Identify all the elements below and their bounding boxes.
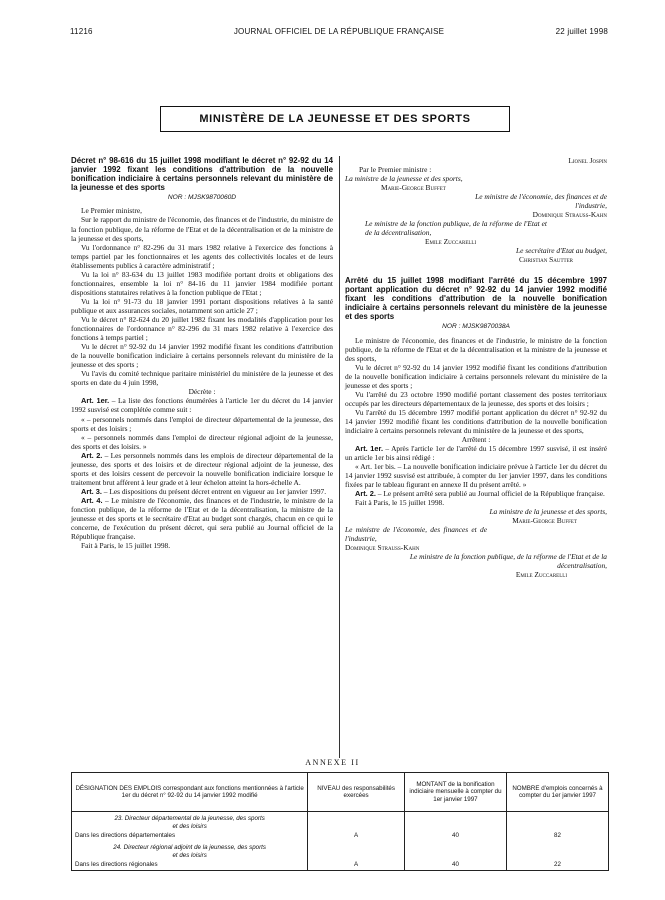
decree-paragraph: Vu l'ordonnance n° 82-296 du 31 mars 1982 relative à l'exercice des fonctions à temps partiel par les fonctionnaires et les agents des collectivités locales et de leurs établissements publics à caractère administratif ;	[71, 242, 333, 270]
signature-role: Le ministre de la fonction publique, de la réforme de l'Etat et de la décentralisation,	[365, 219, 547, 237]
column-header: NIVEAU des responsabilités exercées	[308, 773, 405, 812]
column-header: NOMBRE d'emplois concernés à compter du 1er janvier 1997	[506, 773, 608, 812]
row-niveau: A	[308, 860, 405, 871]
decree-column	[71, 156, 333, 550]
decree-article-3	[71, 487, 333, 496]
row-nombre: 82	[506, 831, 608, 841]
table-row	[72, 841, 609, 860]
column-divider	[339, 156, 340, 758]
row-designation: Dans les directions régionales	[72, 860, 308, 871]
decree-done-at: Fait à Paris, le 15 juillet 1998.	[81, 541, 171, 551]
arrete-paragraph: Vu l'arrêté du 23 octobre 1990 modifié portant classement des postes territoriaux occupés par les directeurs départementaux de la jeunesse, des sports et des loisirs ;	[345, 389, 607, 408]
article-list-item: « – personnels nommés dans l'emploi de directeur régional adjoint de la jeunesse, des sports et des loisirs. »	[71, 432, 333, 451]
arrete-article-1	[345, 444, 607, 462]
article-label: Art. 3.	[81, 486, 102, 496]
article-label: Art. 1er.	[355, 444, 384, 454]
column-header: DÉSIGNATION DES EMPLOIS correspondant aux fonctions mentionnées à l'article 1er du décret n° 92-92 du 14 janvier 1992 modifié	[72, 773, 308, 812]
row-designation: Dans les directions départementales	[72, 831, 308, 841]
article-label: Art. 2.	[355, 489, 376, 499]
signature-role: Le ministre de la fonction publique, de la réforme de l'Etat et de la décentralisation,	[409, 552, 607, 571]
row-nombre	[506, 841, 608, 860]
article-text: – Les personnels nommés dans les emplois de directeur départemental de la jeunesse, des sports et des loisirs et de directeur régional adjoint de la jeunesse, des sports et des loisirs cessent de percevoir la nouvelle bonification indiciaire lorsque le traitement brut afférent à leur grade et à leur échelon atteint la hors-échelle A.	[71, 450, 333, 487]
row-niveau	[308, 812, 405, 832]
row-montant	[404, 812, 506, 832]
signature-role: Le secrétaire d'Etat au budget,	[515, 246, 607, 255]
article-label: Art. 1er.	[81, 396, 110, 406]
page-number: 11216	[70, 27, 93, 36]
row-designation: 24. Directeur régional adjoint de la jeunesse, des sports et des loisirs	[72, 841, 308, 860]
table-row	[72, 812, 609, 832]
decree-paragraph: Sur le rapport du ministre de l'économie, des finances et de l'industrie, du ministre de la fonction publique, de la réforme de l'Etat et de la décentralisation et de la ministre de la jeunesse et des sports,	[71, 215, 333, 243]
signature-name: Dominique Strauss-Kahn	[345, 543, 420, 553]
signature-name: Dominique Strauss-Kahn	[532, 210, 607, 219]
row-niveau: A	[308, 831, 405, 841]
arrete-signatures	[345, 507, 607, 579]
signature-role: Le ministre de l'économie, des finances et de l'industrie,	[475, 192, 607, 210]
spacer	[345, 264, 607, 276]
decree-title: Décret n° 98-616 du 15 juillet 1998 modifiant le décret n° 92-92 du 14 janvier 1992 fixant les conditions d'attribution de la nouvelle bonification indiciaire à certains personnels relevant du ministère de la jeunesse et des sports	[71, 156, 333, 193]
article-text: – Les dispositions du présent décret entrent en vigueur au 1er janvier 1997.	[101, 486, 327, 496]
row-nombre: 22	[506, 860, 608, 871]
column-header: MONTANT de la bonification indiciaire mensuelle à compter du 1er janvier 1997	[404, 773, 506, 812]
table-header-row	[72, 773, 609, 812]
arretent-label: Arrêtent :	[461, 435, 491, 445]
article-label: Art. 4.	[81, 495, 103, 505]
decree-paragraph: Le Premier ministre,	[81, 206, 142, 216]
decree-nor: NOR : MJSK9870060D	[167, 194, 237, 202]
signature-name: Emile Zuccarelli	[515, 570, 567, 580]
signature-role: Le ministre de l'économie, des finances et de l'industrie,	[345, 525, 487, 544]
arrete-article-quote: « Art. 1er bis. – La nouvelle bonification indiciaire prévue à l'article 1er du décret du 14 janvier 1992 susvisé est attribuée, à compter du 1er janvier 1997, dans les conditions fixées par le tableau figurant en annexe II du présent arrêté. »	[345, 462, 607, 490]
signature-name: Marie-George Buffet	[512, 516, 577, 526]
row-nombre	[506, 812, 608, 832]
arrete-done-at: Fait à Paris, le 15 juillet 1998.	[355, 498, 445, 508]
decree-article-4	[71, 496, 333, 541]
article-text: – Après l'article 1er de l'arrêté du 15 décembre 1997 susvisé, il est inséré un article 1er bis ainsi rédigé :	[345, 444, 607, 463]
decree-signatures	[345, 156, 607, 264]
issue-date: 22 juillet 1998	[555, 27, 608, 36]
annex-title: ANNEXE II	[305, 758, 360, 767]
signature-name: Emile Zuccarelli	[425, 237, 477, 246]
decree-paragraph: Vu la loi n° 83-634 du 13 juillet 1983 modifiée portant droits et obligations des fonctionnaires, ensemble la loi n° 84-16 du 11 janvier 1984 modifiée portant dispositions statutaires relatives à la fonction publique de l'Etat ;	[71, 269, 333, 297]
signature-role: Par le Premier ministre :	[359, 165, 432, 174]
arrete-article-2	[345, 489, 607, 498]
row-montant: 40	[404, 831, 506, 841]
row-montant: 40	[404, 860, 506, 871]
article-text: – Le présent arrêté sera publié au Journal officiel de la République française.	[375, 489, 605, 499]
arrete-paragraph: Vu l'arrêté du 15 décembre 1997 modifié portant application du décret n° 92-92 du 14 janvier 1992 modifié fixant les conditions d'attribution de la nouvelle bonification indiciaire à certains personnels relevant du ministère de la jeunesse et des sports,	[345, 407, 607, 435]
decree-paragraph: Vu l'avis du comité technique paritaire ministériel du ministère de la jeunesse et des sports en date du 4 juin 1998,	[71, 369, 333, 388]
article-text: – Le ministre de l'économie, des finances et de l'industrie, le ministre de la fonction publique, de la réforme de l'Etat et de la décentralisation, la ministre de la jeunesse et des sports et le secrétaire d'Etat au budget sont chargés, chacun en ce qui le concerne, de l'exécution du présent décret, qui sera publié au Journal officiel de la République française.	[71, 495, 333, 542]
decree-paragraph: Vu la loi n° 91-73 du 18 janvier 1991 portant dispositions relatives à la santé publique et aux assurances sociales, notamment son article 27 ;	[71, 296, 333, 315]
article-text: – La liste des fonctions énumérées à l'article 1er du décret du 14 janvier 1992 susvisé est complétée comme suit :	[71, 396, 333, 415]
signature-name: Lionel Jospin	[568, 156, 607, 165]
row-montant	[404, 841, 506, 860]
decrete-label: Décrète :	[188, 387, 216, 397]
decree-paragraph: Vu le décret n° 82-624 du 20 juillet 1982 fixant les modalités d'application pour les fonctionnaires de l'ordonnance n° 82-296 du 31 mars 1982 relative à l'exercice des fonctions à temps partiel ;	[71, 314, 333, 343]
ministry-title: MINISTÈRE DE LA JEUNESSE ET DES SPORTS	[160, 106, 510, 132]
article-label: Art. 2.	[81, 450, 103, 460]
arrete-paragraph: Vu le décret n° 92-92 du 14 janvier 1992 modifié fixant les conditions d'attribution de la nouvelle bonification indiciaire à certains personnels relevant du ministère de la jeunesse et des sports ;	[345, 362, 607, 390]
decree-paragraph: Vu le décret n° 92-92 du 14 janvier 1992 modifié fixant les conditions d'attribution de la nouvelle bonification indiciaire à certains personnels relevant du ministère de la jeunesse et des sports ;	[71, 342, 333, 370]
arrete-column	[345, 156, 607, 579]
annex-table	[71, 772, 609, 871]
decree-article-1	[71, 396, 333, 414]
row-niveau	[308, 841, 405, 860]
signature-name: Christian Sautter	[519, 255, 573, 264]
arrete-title: Arrêté du 15 juillet 1998 modifiant l'arrêté du 15 décembre 1997 portant application du décret n° 92-92 du 14 janvier 1992 modifié fixant les conditions d'attribution de la nouvelle bonification indiciaire à certains personnels relevant du ministère de la jeunesse et des sports	[345, 276, 607, 322]
table-row	[72, 860, 609, 871]
row-designation: 23. Directeur départemental de la jeunesse, des sports et des loisirs	[72, 812, 308, 832]
decree-article-2	[71, 451, 333, 487]
journal-title: JOURNAL OFFICIEL DE LA RÉPUBLIQUE FRANÇAISE	[233, 27, 445, 36]
signature-name: Marie-George Buffet	[381, 183, 446, 192]
arrete-paragraph: Le ministre de l'économie, des finances et de l'industrie, le ministre de la fonction publique, de la réforme de l'Etat et de la décentralisation et la ministre de la jeunesse et des sports,	[345, 335, 607, 363]
article-list-item: « – personnels nommés dans l'emploi de directeur départemental de la jeunesse, des sports et des loisirs ;	[71, 414, 333, 433]
table-row	[72, 831, 609, 841]
signature-role: La ministre de la jeunesse et des sports,	[345, 174, 463, 183]
signature-role: La ministre de la jeunesse et des sports,	[489, 507, 607, 517]
arrete-nor: NOR : MJSK9870038A	[442, 323, 510, 331]
